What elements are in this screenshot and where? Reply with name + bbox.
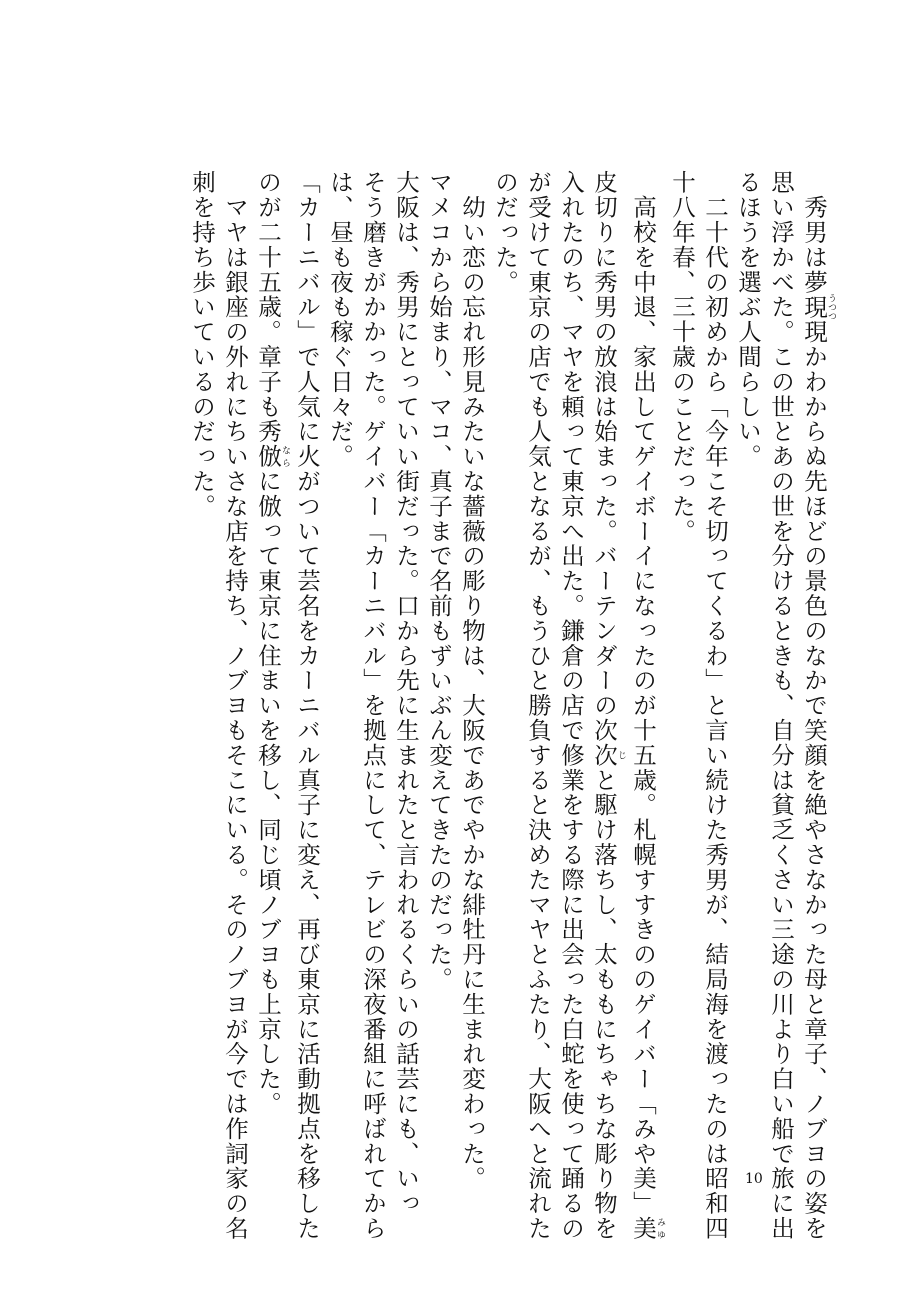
ruby-annotation: 現うつつ [800, 293, 836, 321]
ruby-annotation: 美みゆ [629, 1215, 665, 1241]
text-line: 刺を持ち歩いているのだった。 [188, 170, 216, 519]
text-line: は、昼も夜も稼ぐ日々だ。 [326, 170, 354, 469]
text-line: 十八年春、三十歳のことだった。 [668, 170, 696, 544]
text-line: 大阪は、秀男にとっていい街だった。口から先に生まれたと言われるくらいの話芸にも、いっ [392, 170, 420, 1216]
text-line: が受けて東京の店でも人気となるが、もうひと勝負すると決めたマヤとふたり、大阪へと流れた [524, 170, 552, 1241]
text-line: 「カーニバル」で人気に火がついて芸名をカーニバル真子に変え、再び東京に活動拠点を移した [293, 170, 321, 1241]
text-segment: と駆け落ちし、太ももにちゃちな彫り物を [590, 767, 618, 1241]
text-line: 入れたのち、マヤを頼って東京へ出た。鎌倉の店で修業をする際に出会った白蛇を使って踊るの [557, 170, 585, 1241]
text-line [626, 170, 665, 1241]
text-line: マヤは銀座の外れにちいさな店を持ち、ノブヨもそこにいる。そのノブヨが今では作詞家の名 [221, 170, 249, 1241]
text-segment: 現かわからぬ先ほどの景色のなかで笑顔を絶やさなかった母と章子、ノブヨの姿を [800, 319, 828, 1241]
text-line: 幼い恋の忘れ形見みたいな薔薇の彫り物は、大阪であでやかな緋牡丹に生まれ変わった。 [458, 170, 486, 1191]
text-segment: に倣って東京に住まいを移し、同じ頃ノブヨも上京した。 [254, 468, 282, 1117]
text-line: マメコから始まり、マコ、真子まで名前もずいぶん変えてきたのだった。 [425, 170, 453, 992]
ruby-annotation: 倣なら [254, 443, 290, 469]
text-segment: 皮切りに秀男の放浪は始まった。バーテンダーの次 [590, 170, 618, 743]
text-line [587, 170, 626, 1241]
ruby-annotation: 次じ [590, 742, 626, 768]
text-segment: 高校を中退、家出してゲイボーイになったのが十五歳。札幌すすきののゲイバー「みや美」 [629, 170, 657, 1216]
text-line: のだった。 [491, 170, 519, 295]
text-line: そう磨きがかかった。ゲイバー「カーニバル」を拠点にして、テレビの深夜番組に呼ばれてから [359, 170, 387, 1241]
text-line [797, 170, 836, 1241]
text-segment: 秀男は夢 [800, 170, 828, 295]
text-segment: のが二十五歳。章子も秀 [254, 170, 282, 444]
text-line: 二十代の初めから「今年こそ切ってくるわ」と言い続けた秀男が、結局海を渡ったのは昭和四 [701, 170, 729, 1241]
text-line [251, 170, 290, 1130]
page-number: 10 [745, 1171, 763, 1187]
text-line: るほうを選ぶ人間らしい。 [734, 170, 762, 469]
text-line: 思い浮かべた。この世とあの世を分けるときも、自分は貧乏くさい三途の川より白い船で旅に出 [767, 170, 795, 1241]
